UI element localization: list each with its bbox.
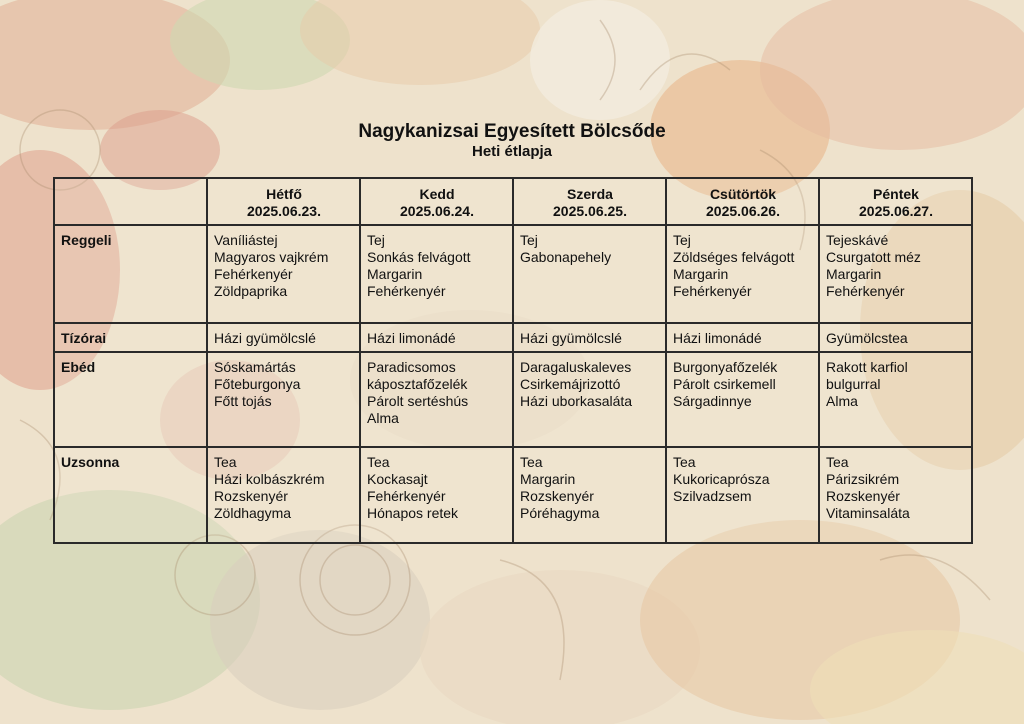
meal-row-uzsonna (54, 447, 972, 543)
menu-cell: Sóskamártás Főteburgonya Főtt tojás (207, 352, 360, 447)
day-header: Szerda 2025.06.25. (513, 178, 666, 225)
menu-cell: Házi limonádé (666, 323, 819, 352)
meal-label: Uzsonna (54, 447, 207, 543)
menu-cell: Tejeskávé Csurgatott méz Margarin Fehérkenyér (819, 225, 972, 323)
menu-cell: Tea Margarin Rozskenyér Póréhagyma (513, 447, 666, 543)
menu-cell: Tea Kockasajt Fehérkenyér Hónapos retek (360, 447, 513, 543)
menu-cell: Gyümölcstea (819, 323, 972, 352)
menu-cell: Házi gyümölcslé (207, 323, 360, 352)
meal-row-ebed (54, 352, 972, 447)
day-header: Hétfő 2025.06.23. (207, 178, 360, 225)
meal-row-tizorai (54, 323, 972, 352)
menu-cell: Tea Házi kolbászkrém Rozskenyér Zöldhagyma (207, 447, 360, 543)
page-title: Nagykanizsai Egyesített Bölcsőde (358, 121, 666, 142)
page-subtitle: Heti étlapja (471, 143, 553, 160)
weekly-menu-table (53, 177, 973, 544)
menu-cell: Tej Sonkás felvágott Margarin Fehérkenyér (360, 225, 513, 323)
empty-corner-cell (54, 178, 207, 225)
menu-cell: Rakott karfiol bulgurral Alma (819, 352, 972, 447)
day-header: Csütörtök 2025.06.26. (666, 178, 819, 225)
meal-label: Reggeli (54, 225, 207, 323)
menu-cell: Tej Gabonapehely (513, 225, 666, 323)
table-header-row (54, 178, 972, 225)
meal-label: Tízórai (54, 323, 207, 352)
menu-cell: Házi gyümölcslé (513, 323, 666, 352)
meal-label: Ebéd (54, 352, 207, 447)
menu-cell: Tej Zöldséges felvágott Margarin Fehérkenyér (666, 225, 819, 323)
menu-cell: Vaníliástej Magyaros vajkrém Fehérkenyér Zöldpaprika (207, 225, 360, 323)
menu-cell: Daragaluskaleves Csirkemájrizottó Házi uborkasaláta (513, 352, 666, 447)
menu-cell: Házi limonádé (360, 323, 513, 352)
menu-cell: Tea Kukoricaprósza Szilvadzsem (666, 447, 819, 543)
meal-row-reggeli (54, 225, 972, 323)
menu-cell: Paradicsomos káposztafőzelék Párolt sertéshús Alma (360, 352, 513, 447)
day-header: Kedd 2025.06.24. (360, 178, 513, 225)
day-header: Péntek 2025.06.27. (819, 178, 972, 225)
header (0, 121, 1024, 161)
menu-cell: Burgonyafőzelék Párolt csirkemell Sárgadinnye (666, 352, 819, 447)
menu-cell: Tea Párizsikrém Rozskenyér Vitaminsaláta (819, 447, 972, 543)
